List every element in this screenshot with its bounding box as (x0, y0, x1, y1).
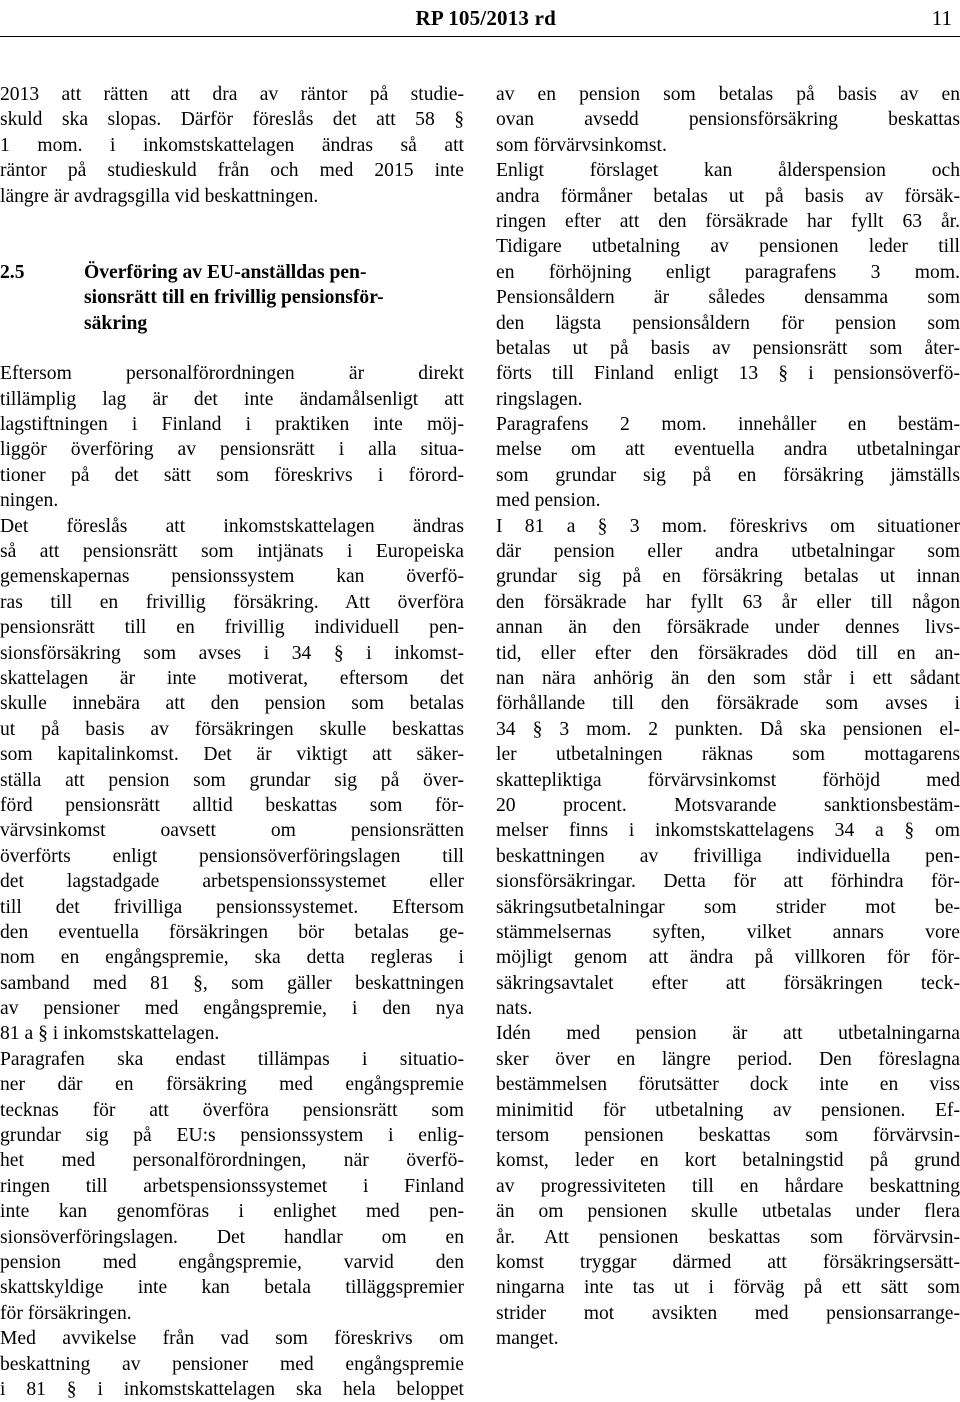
text-line: ringen efter att den försäkrade har fyllt 63 år. (496, 210, 960, 232)
text-line: bestämmelsen förutsätter dock inte en viss (496, 1074, 960, 1096)
text-line: ställa att pension som grundar sig på över- (0, 769, 464, 791)
text-line: sionsöverföringslagen. Det handlar om en (0, 1226, 464, 1248)
text-line: i 81 § i inkomstskattelagen ska hela beloppet (0, 1378, 464, 1400)
text-line: förhållande till den försäkrade som avses i (496, 693, 960, 715)
text-line: med pension. (496, 490, 601, 512)
text-line: möjligt genom att ändra på villkoren för för- (496, 947, 960, 969)
section-number: 2.5 (0, 261, 25, 283)
text-line: stämmelsernas syften, vilket annars vore (496, 921, 960, 943)
paragraph (0, 1047, 464, 1326)
paragraph (496, 514, 960, 1022)
text-line: andra förmåner betalas ut på basis av försäk- (496, 185, 960, 207)
text-line: Pensionsåldern är således densamma som (496, 287, 960, 309)
text-line: grundar sig på EU:s pensionssystem i enlig- (0, 1125, 464, 1147)
text-line: räntor på studieskuld från och med 2015 inte (0, 160, 464, 182)
paragraph (496, 412, 960, 514)
text-line: komst, leder en kort betalningstid på grund (496, 1150, 960, 1172)
text-line: minimitid för utbetalning av pensionen. Ef- (496, 1099, 960, 1121)
text-line: Tidigare utbetalning av pensionen leder till (496, 236, 960, 258)
text-line: Paragrafens 2 mom. innehåller en bestäm- (496, 414, 960, 436)
text-line: melser finns i inkomstskattelagens 34 a § om (496, 820, 960, 842)
text-line: inte kan genomföras i enlighet med pen- (0, 1201, 464, 1223)
text-line: förd pensionsrätt alltid beskattas som för- (0, 794, 464, 816)
text-line: där pension eller andra utbetalningar som (496, 541, 960, 563)
paragraph (496, 82, 960, 158)
text-line: det lagstadgade arbetspensionssystemet eller (0, 871, 464, 893)
text-line: år. Att pensionen beskattas som förvärvsin- (496, 1226, 960, 1248)
text-line: för försäkringen. (0, 1302, 132, 1324)
text-line: komst tryggar därmed att försäkringsersätt- (496, 1251, 960, 1273)
text-line: nan nära anhörig än den som står i ett sådant (496, 667, 960, 689)
text-line: beskattning av pensioner med engångspremie (0, 1353, 464, 1375)
text-line: tid, eller efter den försäkrades död till en an- (496, 642, 960, 664)
left-column (0, 82, 464, 1402)
text-line: ovan avsedd pensionsförsäkring beskattas (496, 109, 960, 131)
header-divider (0, 36, 960, 37)
text-line: en förhöjning enligt paragrafens 3 mom. (496, 261, 960, 283)
paragraph (0, 514, 464, 1047)
text-line: ut på basis av försäkringen skulle beskattas (0, 718, 464, 740)
text-line: 34 § 3 mom. 2 punkten. Då ska pensionen el- (496, 718, 960, 740)
text-line: I 81 a § 3 mom. föreskrivs om situationer (496, 515, 960, 537)
text-line: Paragrafen ska endast tillämpas i situatio- (0, 1048, 464, 1070)
text-line: ningen. (0, 490, 59, 512)
text-line: ler utbetalningen räknas som mottagarens (496, 744, 960, 766)
text-line: strider mot avsikten med pensionsarrange- (496, 1302, 960, 1324)
text-line: annan än den försäkrade under dennes livs- (496, 617, 960, 639)
text-line: sker över en längre period. Den föreslagna (496, 1048, 960, 1070)
heading-line: sionsrätt till en frivillig pensionsför- (84, 287, 384, 309)
text-line: skattepliktiga förvärvsinkomst förhöjd med (496, 769, 960, 791)
text-line: av progressiviteten till en hårdare beskattning (496, 1175, 960, 1197)
text-line: het med personalförordningen, när överfö- (0, 1150, 464, 1172)
text-line: så att pensionsrätt som intjänats i Europeiska (0, 541, 464, 563)
text-line: nom en engångspremie, ska detta regleras i (0, 947, 464, 969)
text-line: gemenskapernas pensionssystem kan överfö- (0, 566, 464, 588)
paragraph (496, 158, 960, 412)
text-line: av pensioner med engångspremie, i den nya (0, 998, 464, 1020)
text-line: tillämplig lag är det inte ändamålsenligt att (0, 388, 464, 410)
text-line: tersom pensionen beskattas som förvärvsin- (496, 1125, 960, 1147)
text-line: ringslagen. (496, 388, 583, 410)
text-line: ner där en försäkring med engångspremie (0, 1074, 464, 1096)
text-line: skattelagen är inte motiverat, eftersom det (0, 667, 464, 689)
text-line: den försäkrade har fyllt 63 år eller till någon (496, 591, 960, 613)
text-line: Enligt förslaget kan ålderspension och (496, 160, 960, 182)
text-line: skattskyldige inte kan betala tilläggspremier (0, 1277, 464, 1299)
paragraph (496, 1021, 960, 1351)
text-line: nats. (496, 998, 533, 1020)
text-line: betalas ut på basis av pensionsrätt som åter- (496, 337, 960, 359)
text-line: än om pensionen skulle utbetalas under flera (496, 1201, 960, 1223)
heading-line: Överföring av EU-anställdas pen- (84, 261, 367, 283)
text-line: som grundar sig på en försäkring jämställs (496, 464, 960, 486)
text-line: överförts enligt pensionsöverföringslagen till (0, 845, 464, 867)
text-line: manget. (496, 1328, 559, 1350)
text-line: ringen till arbetspensionssystemet i Finland (0, 1175, 464, 1197)
text-line: ningarna inte tas ut i förväg på ett sätt som (496, 1277, 960, 1299)
text-line: den eventuella försäkringen bör betalas ge- (0, 921, 464, 943)
text-line: förts till Finland enligt 13 § i pensionsöverfö- (496, 363, 960, 385)
text-line: av en pension som betalas på basis av en (496, 84, 960, 105)
text-line: till det frivilliga pensionssystemet. Eftersom (0, 896, 464, 918)
text-line: lagstiftningen i Finland i praktiken inte möj- (0, 414, 464, 436)
text-line: som förvärvsinkomst. (496, 134, 667, 156)
text-line: samband med 81 §, som gäller beskattningen (0, 972, 464, 994)
text-line: 20 procent. Motsvarande sanktionsbestäm- (496, 794, 960, 816)
text-line: 1 mom. i inkomstskattelagen ändras så att (0, 134, 464, 156)
text-line: sionsförsäkringar. Detta för att förhindra för- (496, 871, 960, 893)
text-line: beskattningen av frivilliga individuella pen- (496, 845, 960, 867)
text-line: ras till en frivillig försäkring. Att överföra (0, 591, 464, 613)
text-line: skuld ska slopas. Därför föreslås det att 58 § (0, 109, 464, 131)
page-header (0, 4, 960, 34)
text-line: 2013 att rätten att dra av räntor på studie- (0, 84, 464, 105)
text-line: tecknas för att överföra pensionsrätt som (0, 1099, 464, 1121)
text-line: pensionsrätt till en frivillig individuell pen- (0, 617, 464, 639)
text-line: 81 a § i inkomstskattelagen. (0, 1023, 220, 1045)
text-line: sionsförsäkring som avses i 34 § i inkomst- (0, 642, 464, 664)
text-line: värvsinkomst oavsett om pensionsrätten (0, 820, 464, 842)
text-line: Det föreslås att inkomstskattelagen ändras (0, 515, 464, 537)
text-line: melse om att eventuella andra utbetalningar (496, 439, 960, 461)
text-line: säkringsutbetalningar som strider mot be- (496, 896, 960, 918)
right-column (496, 82, 960, 1352)
text-line: grundar sig på en försäkring betalas ut innan (496, 566, 960, 588)
text-line: Idén med pension är att utbetalningarna (496, 1023, 960, 1045)
text-line: säkringsavtalet efter att försäkringen teck- (496, 972, 960, 994)
section-heading (0, 260, 464, 336)
paragraph (0, 361, 464, 513)
intro-paragraph (0, 82, 464, 209)
text-line: skulle innebära att den pension som betalas (0, 693, 464, 715)
text-line: tioner på det sätt som föreskrivs i förord- (0, 464, 464, 486)
text-line: liggör överföring av pensionsrätt i alla situa- (0, 439, 464, 461)
text-line: den lägsta pensionsåldern för pension som (496, 312, 960, 334)
document-reference: RP 105/2013 rd (415, 6, 556, 30)
page-number: 11 (931, 6, 952, 30)
text-line: Eftersom personalförordningen är direkt (0, 363, 464, 385)
text-line: längre är avdragsgilla vid beskattningen. (0, 185, 319, 207)
paragraph (0, 1326, 464, 1402)
text-line: som kapitalinkomst. Det är viktigt att säker- (0, 744, 464, 766)
heading-line: säkring (84, 312, 148, 334)
text-line: pension med engångspremie, varvid den (0, 1251, 464, 1273)
text-line: Med avvikelse från vad som föreskrivs om (0, 1328, 464, 1350)
